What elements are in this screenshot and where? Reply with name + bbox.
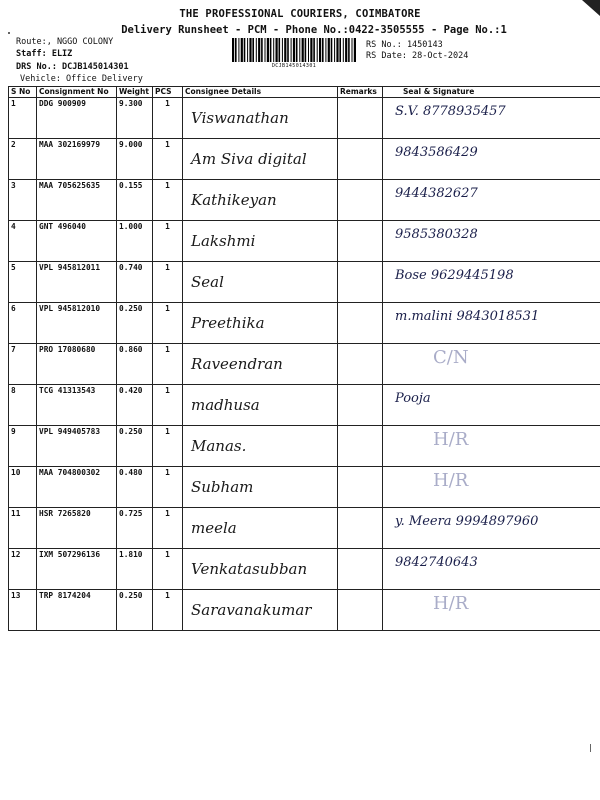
cell-remarks [338, 508, 383, 549]
table-row [9, 344, 600, 385]
rs-date: RS Date: 28-Oct-2024 [366, 51, 469, 61]
cell-pcs: 1 [153, 385, 183, 426]
cell-weight: 0.250 [117, 426, 153, 467]
cell-weight: 9.000 [117, 139, 153, 180]
col-header-consignee: Consignee Details [183, 87, 338, 98]
handwritten-signature: 9842740643 [395, 555, 478, 570]
barcode-bar [331, 38, 333, 62]
barcode-bar [313, 38, 315, 62]
cell-consignment-no: TCG 41313543 [37, 385, 117, 426]
cell-sno: 3 [9, 180, 37, 221]
table-row [9, 590, 600, 631]
cell-sno: 5 [9, 262, 37, 303]
consignee-handwritten-name: Subham [191, 478, 254, 496]
cell-remarks [338, 344, 383, 385]
cell-consignee [183, 262, 338, 303]
barcode-bar [299, 38, 300, 62]
cell-pcs: 1 [153, 344, 183, 385]
cell-consignment-no: TRP 8174204 [37, 590, 117, 631]
cell-remarks [338, 549, 383, 590]
cell-sno: 11 [9, 508, 37, 549]
cell-weight: 0.860 [117, 344, 153, 385]
barcode-bar [336, 38, 338, 62]
col-header-remarks: Remarks [338, 87, 383, 98]
cell-signature [383, 139, 600, 180]
barcode-bar [328, 38, 330, 62]
barcode-bar [325, 38, 326, 62]
consignee-handwritten-name: Am Siva digital [191, 150, 307, 168]
route-label: Route:, NGGO COLONY [16, 37, 114, 47]
cell-weight: 0.250 [117, 590, 153, 631]
cell-sno: 2 [9, 139, 37, 180]
cell-signature [383, 549, 600, 590]
staff-label: Staff: ELIZ [16, 49, 73, 59]
table-row [9, 303, 600, 344]
barcode-bar [343, 38, 344, 62]
barcode-bar [345, 38, 347, 62]
cell-remarks [338, 139, 383, 180]
barcode-bar [287, 38, 289, 62]
table-header-row [9, 87, 600, 98]
cell-signature [383, 590, 600, 631]
cell-signature [383, 467, 600, 508]
barcode-bar [267, 38, 269, 62]
barcode-bar [348, 38, 350, 62]
barcode-bar [291, 38, 292, 62]
col-header-weight: Weight [117, 87, 153, 98]
cell-pcs: 1 [153, 549, 183, 590]
cell-sno: 6 [9, 303, 37, 344]
barcode-bar [270, 38, 272, 62]
handwritten-signature: m.malini 9843018531 [395, 309, 540, 324]
consignee-handwritten-name: Seal [191, 273, 224, 291]
consignee-handwritten-name: Preethika [191, 314, 265, 332]
cell-remarks [338, 467, 383, 508]
table-row [9, 180, 600, 221]
cell-remarks [338, 303, 383, 344]
cell-weight: 0.725 [117, 508, 153, 549]
cell-signature [383, 221, 600, 262]
handwritten-signature: Pooja [395, 391, 431, 406]
handwritten-signature: S.V. 8778935457 [395, 104, 506, 119]
cell-remarks [338, 590, 383, 631]
cell-signature [383, 385, 600, 426]
handwritten-signature: Bose 9629445198 [395, 268, 514, 283]
cell-weight: 0.250 [117, 303, 153, 344]
consignee-handwritten-name: Lakshmi [191, 232, 256, 250]
barcode-bar [354, 38, 356, 62]
barcode-bar [265, 38, 266, 62]
handwritten-signature: 9585380328 [395, 227, 478, 242]
runsheet-table [8, 86, 600, 631]
cell-consignment-no: MAA 704800302 [37, 467, 117, 508]
handwritten-signature: 9843586429 [395, 145, 478, 160]
cell-consignment-no: PRO 17080680 [37, 344, 117, 385]
cell-pcs: 1 [153, 426, 183, 467]
table-row [9, 467, 600, 508]
barcode-bar [322, 38, 324, 62]
page-corner-mark [578, 0, 600, 18]
barcode-bar [317, 38, 318, 62]
cell-consignee [183, 549, 338, 590]
barcode-bar [235, 38, 237, 62]
cell-remarks [338, 262, 383, 303]
handwritten-signature: H/R [433, 593, 469, 614]
cell-sno: 4 [9, 221, 37, 262]
cell-weight: 0.480 [117, 467, 153, 508]
barcode-bar [241, 38, 243, 62]
barcode-bar [276, 38, 278, 62]
handwritten-signature: y. Meera 9994897960 [395, 514, 539, 529]
cell-sno: 10 [9, 467, 37, 508]
cell-signature [383, 180, 600, 221]
cell-consignee [183, 221, 338, 262]
barcode-bar [247, 38, 248, 62]
table-row [9, 426, 600, 467]
handwritten-signature: H/R [433, 470, 469, 491]
cell-consignee [183, 385, 338, 426]
cell-pcs: 1 [153, 303, 183, 344]
handwritten-signature: C/N [433, 347, 469, 368]
barcode-bar [252, 38, 254, 62]
barcode-bar [284, 38, 286, 62]
col-header-consignment: Consignment No [37, 87, 117, 98]
cell-signature [383, 98, 600, 139]
cell-weight: 0.740 [117, 262, 153, 303]
cell-consignee [183, 426, 338, 467]
cell-consignment-no: VPL 945812010 [37, 303, 117, 344]
consignee-handwritten-name: Raveendran [191, 355, 283, 373]
cell-weight: 0.155 [117, 180, 153, 221]
cell-consignment-no: VPL 949405783 [37, 426, 117, 467]
cell-pcs: 1 [153, 221, 183, 262]
cell-consignee [183, 508, 338, 549]
cell-sno: 8 [9, 385, 37, 426]
barcode-bar [258, 38, 260, 62]
barcode-bar [310, 38, 312, 62]
cell-signature [383, 426, 600, 467]
table-row [9, 221, 600, 262]
rs-number: RS No.: 1450143 [366, 40, 443, 50]
barcode-bar [319, 38, 321, 62]
cell-weight: 1.810 [117, 549, 153, 590]
barcode-bar [308, 38, 309, 62]
consignee-handwritten-name: Venkatasubban [191, 560, 308, 578]
barcode-caption: DCJB145014301 [271, 63, 317, 69]
handwritten-signature: 9444382627 [395, 186, 478, 201]
vehicle-label: Vehicle: Office Delivery [20, 74, 143, 84]
consignee-handwritten-name: Manas. [191, 437, 247, 455]
table-row [9, 98, 600, 139]
cell-sno: 13 [9, 590, 37, 631]
cell-signature [383, 508, 600, 549]
table-row [9, 508, 600, 549]
cell-consignment-no: DDG 900909 [37, 98, 117, 139]
cell-weight: 9.300 [117, 98, 153, 139]
cell-consignee [183, 98, 338, 139]
drs-number: DRS No.: DCJB145014301 [16, 62, 129, 72]
cell-pcs: 1 [153, 508, 183, 549]
barcode-bar [282, 38, 283, 62]
cell-consignment-no: MAA 705625635 [37, 180, 117, 221]
cell-remarks [338, 98, 383, 139]
cell-consignee [183, 180, 338, 221]
cell-signature [383, 262, 600, 303]
barcode-bar [305, 38, 307, 62]
barcode-bar [261, 38, 263, 62]
consignee-handwritten-name: Saravanakumar [191, 601, 312, 619]
cell-pcs: 1 [153, 590, 183, 631]
cell-consignment-no: VPL 945812011 [37, 262, 117, 303]
table-row [9, 385, 600, 426]
cell-pcs: 1 [153, 98, 183, 139]
barcode-bar [244, 38, 246, 62]
cell-pcs: 1 [153, 262, 183, 303]
cell-signature [383, 344, 600, 385]
barcode-bar [238, 38, 239, 62]
cell-remarks [338, 385, 383, 426]
barcode-bar [334, 38, 335, 62]
cell-remarks [338, 180, 383, 221]
cell-consignment-no: MAA 302169979 [37, 139, 117, 180]
cell-remarks [338, 426, 383, 467]
cell-consignment-no: IXM 507296136 [37, 549, 117, 590]
table-row [9, 549, 600, 590]
col-header-signature: Seal & Signature [383, 87, 600, 98]
consignee-handwritten-name: Kathikeyan [191, 191, 277, 209]
cell-remarks [338, 221, 383, 262]
runsheet-subtitle: Delivery Runsheet - PCM - Phone No.:0422-3505555 - Page No.:1 [121, 24, 507, 36]
barcode-bar [302, 38, 304, 62]
cell-consignee [183, 467, 338, 508]
barcode-bar [256, 38, 257, 62]
stray-dot [8, 32, 10, 34]
barcode-bar [293, 38, 295, 62]
cell-consignee [183, 139, 338, 180]
cell-signature [383, 303, 600, 344]
col-header-sno: S No [9, 87, 37, 98]
cell-weight: 1.000 [117, 221, 153, 262]
consignee-handwritten-name: meela [191, 519, 237, 537]
consignee-handwritten-name: madhusa [191, 396, 260, 414]
cell-consignment-no: HSR 7265820 [37, 508, 117, 549]
cell-consignee [183, 344, 338, 385]
table-row [9, 262, 600, 303]
cell-sno: 12 [9, 549, 37, 590]
consignee-handwritten-name: Viswanathan [191, 109, 289, 127]
cell-sno: 7 [9, 344, 37, 385]
barcode-bar [296, 38, 298, 62]
barcode-bar [232, 38, 234, 62]
cell-pcs: 1 [153, 180, 183, 221]
cell-pcs: 1 [153, 139, 183, 180]
barcode-bar [273, 38, 274, 62]
cell-consignee [183, 590, 338, 631]
cell-weight: 0.420 [117, 385, 153, 426]
barcode-bar [279, 38, 281, 62]
table-row [9, 139, 600, 180]
cell-consignee [183, 303, 338, 344]
barcode-bar [352, 38, 353, 62]
barcode-bar [339, 38, 341, 62]
cell-pcs: 1 [153, 467, 183, 508]
cell-sno: 1 [9, 98, 37, 139]
handwritten-signature: H/R [433, 429, 469, 450]
cell-consignment-no: GNT 496040 [37, 221, 117, 262]
company-title: THE PROFESSIONAL COURIERS, COIMBATORE [179, 8, 421, 20]
barcode-bar [249, 38, 251, 62]
page-edge-mark [590, 744, 591, 752]
barcode [232, 38, 356, 62]
col-header-pcs: PCS [153, 87, 183, 98]
cell-sno: 9 [9, 426, 37, 467]
